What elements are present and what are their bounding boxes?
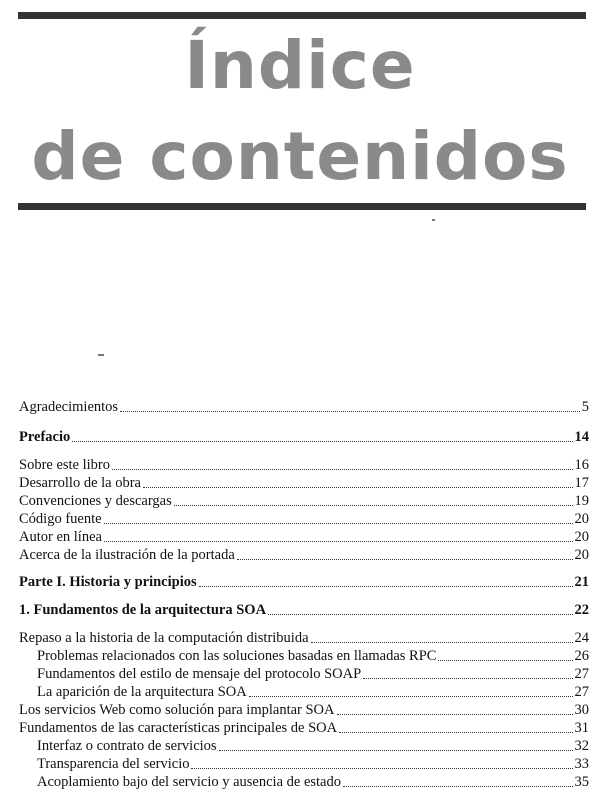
toc-entry xyxy=(19,510,589,528)
toc-entry-label: Sobre este libro xyxy=(19,457,111,473)
toc-entry-label: Acoplamiento bajo del servicio y ausencia de estado xyxy=(37,774,341,790)
toc-entry-page: 22 xyxy=(574,602,589,618)
toc-entry xyxy=(19,755,589,773)
toc-entry-label: Autor en línea xyxy=(19,529,102,545)
toc-entry xyxy=(19,573,589,591)
toc-leader-dots xyxy=(72,429,572,442)
toc-entry xyxy=(19,474,589,492)
toc-entry-page: 20 xyxy=(574,529,589,545)
toc-leader-dots xyxy=(438,648,572,661)
toc-leader-dots xyxy=(104,511,573,524)
toc-entry xyxy=(19,492,589,510)
toc-entry-page: 5 xyxy=(581,399,589,415)
toc-entry-page: 33 xyxy=(574,756,589,772)
toc-entry-label: Transparencia del servicio xyxy=(37,756,190,772)
toc-entry xyxy=(19,456,589,474)
toc-entry-label: Fundamentos del estilo de mensaje del protocolo SOAP xyxy=(37,666,362,682)
toc-leader-dots xyxy=(219,738,573,751)
toc-entry-page: 21 xyxy=(574,574,589,590)
toc-leader-dots xyxy=(249,684,573,697)
toc-leader-dots xyxy=(120,399,580,412)
scan-speck xyxy=(432,219,435,221)
toc-entry-page: 27 xyxy=(574,684,589,700)
toc-entry xyxy=(19,398,589,416)
toc-entry-page: 31 xyxy=(574,720,589,736)
bottom-rule xyxy=(18,203,586,210)
toc-entry-page: 17 xyxy=(574,475,589,491)
toc-entry-label: Parte I. Historia y principios xyxy=(19,574,197,590)
toc-leader-dots xyxy=(191,756,572,769)
toc-leader-dots xyxy=(143,475,573,488)
toc-entry xyxy=(19,683,589,701)
toc-entry-label: Repaso a la historia de la computación distribuida xyxy=(19,630,309,646)
toc-entry-page: 32 xyxy=(574,738,589,754)
toc-entry-label: Agradecimientos xyxy=(19,399,119,415)
toc-entry-page: 19 xyxy=(574,493,589,509)
toc-leader-dots xyxy=(268,602,572,615)
page-title-line-1: Índice xyxy=(184,27,416,104)
top-rule xyxy=(18,12,586,19)
toc-entry xyxy=(19,601,589,619)
toc-entry xyxy=(19,665,589,683)
toc-entry-label: Fundamentos de las características principales de SOA xyxy=(19,720,338,736)
scan-speck xyxy=(98,354,104,356)
toc-entry xyxy=(19,647,589,665)
toc-leader-dots xyxy=(104,529,573,542)
toc-entry xyxy=(19,737,589,755)
toc-leader-dots xyxy=(343,774,573,787)
toc-entry xyxy=(19,546,589,564)
toc-entry-label: Convenciones y descargas xyxy=(19,493,172,509)
toc-entry-page: 24 xyxy=(574,630,589,646)
toc-entry-label: La aparición de la arquitectura SOA xyxy=(37,684,247,700)
toc-entry xyxy=(19,528,589,546)
toc-entry-page: 26 xyxy=(574,648,589,664)
toc-leader-dots xyxy=(199,574,573,587)
toc-entry xyxy=(19,428,589,446)
toc-entry xyxy=(19,773,589,791)
toc-entry-page: 30 xyxy=(574,702,589,718)
toc-leader-dots xyxy=(337,702,573,715)
toc-entry-label: Interfaz o contrato de servicios xyxy=(37,738,217,754)
toc-leader-dots xyxy=(311,630,573,643)
toc-entry xyxy=(19,719,589,737)
toc-entry-label: Prefacio xyxy=(19,429,71,445)
toc-entry-page: 20 xyxy=(574,511,589,527)
page-title-line-2: de contenidos xyxy=(31,118,569,195)
toc-leader-dots xyxy=(363,666,572,679)
toc-entry-page: 20 xyxy=(574,547,589,563)
toc-entry-label: Desarrollo de la obra xyxy=(19,475,141,491)
toc-leader-dots xyxy=(339,720,572,733)
toc-entry-label: Problemas relacionados con las soluciones basadas en llamadas RPC xyxy=(37,648,437,664)
toc-entry-page: 27 xyxy=(574,666,589,682)
toc-leader-dots xyxy=(112,457,572,470)
toc-entry-page: 35 xyxy=(574,774,589,790)
toc-entry-page: 16 xyxy=(574,457,589,473)
toc-entry-label: 1. Fundamentos de la arquitectura SOA xyxy=(19,602,267,618)
toc-entry-label: Código fuente xyxy=(19,511,102,527)
toc-entry-page: 14 xyxy=(574,429,589,445)
toc-entry-label: Acerca de la ilustración de la portada xyxy=(19,547,235,563)
toc-leader-dots xyxy=(174,493,573,506)
toc-entry xyxy=(19,701,589,719)
toc-entry-label: Los servicios Web como solución para implantar SOA xyxy=(19,702,335,718)
toc-leader-dots xyxy=(237,547,573,560)
toc-entry xyxy=(19,629,589,647)
